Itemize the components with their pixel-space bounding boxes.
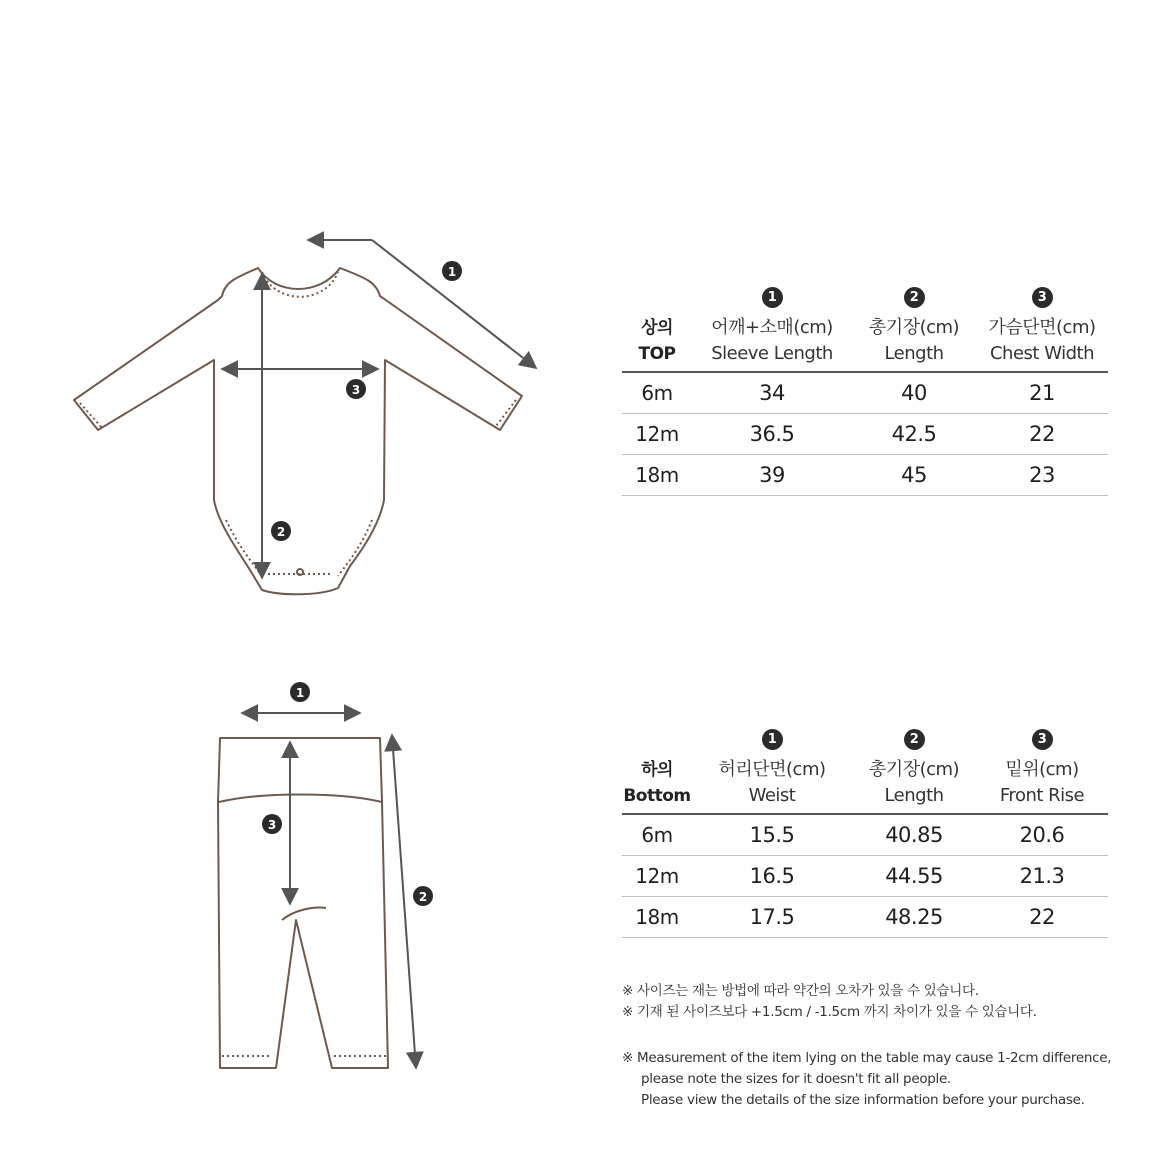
notes-english (622, 1048, 1111, 1111)
note-line: ※ 사이즈는 재는 방법에 따라 약간의 오차가 있을 수 있습니다. (622, 983, 979, 999)
number-badge: 2 (904, 729, 925, 750)
column-header-length: 총기장(cm) Length (852, 315, 976, 372)
pants-length-arrow (392, 735, 416, 1068)
note-line: Please view the details of the size information before your purchase. (641, 1092, 1085, 1108)
notes-korean (622, 981, 1037, 1023)
svg-text:1: 1 (447, 265, 457, 279)
pants-marker-3 (262, 814, 282, 834)
bodysuit-marker-2 (271, 521, 291, 541)
table-row: 18m 39 45 23 (622, 455, 1108, 496)
category-header: 하의 Bottom (622, 757, 692, 814)
pants-marker-1 (290, 682, 310, 702)
column-header-front-rise: 밑위(cm) Front Rise (976, 757, 1108, 814)
top-size-table (622, 283, 1108, 496)
column-header-waist: 허리단면(cm) Weist (692, 757, 852, 814)
bodysuit-marker-1 (442, 261, 462, 281)
pants-illustration (218, 738, 388, 1068)
note-line: ※ 기재 된 사이즈보다 +1.5cm / -1.5cm 까지 차이가 있을 수 있습니다. (622, 1004, 1037, 1020)
note-line: ※ Measurement of the item lying on the table may cause 1-2cm difference, (622, 1050, 1112, 1066)
svg-text:2: 2 (276, 525, 286, 539)
bodysuit-collar (262, 272, 338, 297)
pants-marker-2 (413, 886, 433, 906)
number-badge: 2 (904, 287, 925, 308)
note-line: please note the sizes for it doesn't fit all people. (641, 1071, 951, 1087)
bodysuit-marker-3 (346, 379, 366, 399)
bodysuit-outline (74, 268, 522, 594)
pants-crotch (282, 908, 326, 921)
svg-text:2: 2 (418, 890, 428, 904)
column-header-chest-width: 가슴단면(cm) Chest Width (976, 315, 1108, 372)
svg-text:3: 3 (267, 818, 277, 832)
table-row: 6m 34 40 21 (622, 372, 1108, 414)
bodysuit-cuff-left (80, 403, 102, 428)
number-badge: 3 (1032, 729, 1053, 750)
svg-text:1: 1 (295, 686, 305, 700)
bodysuit-leg-opening-left (226, 520, 262, 576)
bodysuit-illustration (74, 268, 522, 594)
table-row: 18m 17.5 48.25 22 (622, 897, 1108, 938)
number-badge: 1 (762, 287, 783, 308)
column-header-length: 총기장(cm) Length (852, 757, 976, 814)
number-badge: 1 (762, 729, 783, 750)
svg-text:3: 3 (351, 383, 361, 397)
number-badge: 3 (1032, 287, 1053, 308)
column-header-sleeve-length: 어깨+소매(cm) Sleeve Length (692, 315, 852, 372)
table-row: 12m 36.5 42.5 22 (622, 414, 1108, 455)
table-row: 12m 16.5 44.55 21.3 (622, 856, 1108, 897)
bottom-size-table (622, 725, 1108, 938)
pants-waistband-seam (219, 795, 382, 803)
bodysuit-leg-opening-right (338, 520, 372, 576)
pants-outline (218, 738, 388, 1068)
table-row: 6m 15.5 40.85 20.6 (622, 814, 1108, 856)
category-header: 상의 TOP (622, 315, 692, 372)
